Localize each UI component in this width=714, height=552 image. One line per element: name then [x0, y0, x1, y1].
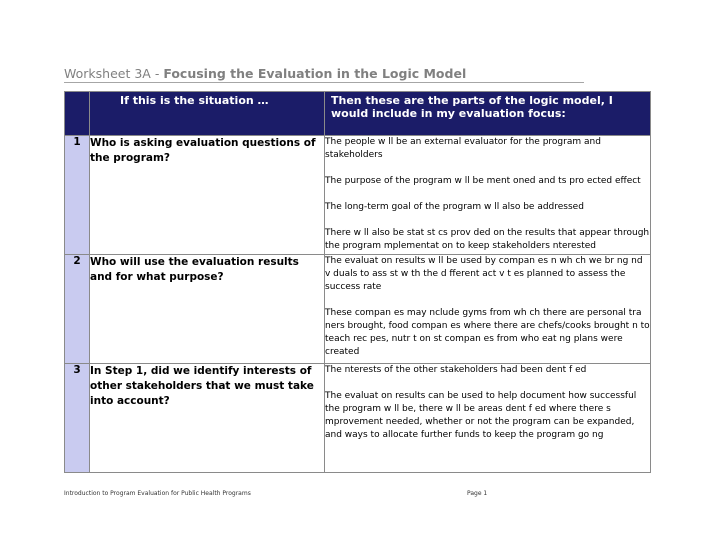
row-answer [325, 136, 651, 255]
worksheet-title [64, 66, 584, 83]
row-answer [325, 364, 651, 473]
title-emphasis: Focusing the Evaluation in the Logic Model [163, 66, 467, 81]
row-question: Who is asking evaluation questions of the program? [90, 136, 325, 255]
row-question: In Step 1, did we identify interests of other stakeholders that we must take into account? [90, 364, 325, 473]
answer-paragraph: The long-term goal of the program w ll also be addressed [325, 202, 584, 212]
title-prefix: Worksheet 3A - [64, 66, 164, 81]
answer-paragraph: The nterests of the other stakeholders had been dent f ed [325, 365, 587, 375]
header-number-cell [65, 92, 90, 136]
row-number: 1 [65, 136, 90, 255]
table-header-row [65, 92, 651, 136]
header-situation: If this is the situation … [90, 92, 325, 136]
footer-document-title: Introduction to Program Evaluation for Public Health Programs [64, 490, 251, 497]
header-focus: Then these are the parts of the logic model, I would include in my evaluation focus: [325, 92, 651, 136]
row-question: Who will use the evaluation results and for what purpose? [90, 255, 325, 364]
answer-paragraph: The evaluat on results w ll be used by compan es n wh ch we br ng nd v duals to ass st w th the d fferent act v t es planned to assess the success rate [325, 256, 643, 292]
answer-paragraph: The evaluat on results can be used to help document how successful the program w ll be, there w ll be areas dent f ed where there s mprovement needed, whether or not the program can be expanded, and ways to allocate further funds to keep the program go ng [325, 391, 637, 440]
row-number: 3 [65, 364, 90, 473]
answer-paragraph: There w ll also be stat st cs prov ded on the results that appear through the program mplementat on to keep stakeholders nterested [325, 228, 650, 251]
row-number: 2 [65, 255, 90, 364]
answer-paragraph: The people w ll be an external evaluator for the program and stakeholders [325, 137, 601, 160]
worksheet-table [64, 91, 651, 473]
table-row [65, 136, 651, 255]
footer-page-number: Page 1 [467, 490, 488, 497]
row-answer [325, 255, 651, 364]
answer-paragraph: These compan es may nclude gyms from wh ch there are personal tra ners brought, food compan es where there are chefs/cooks brought n to teach rec pes, nutr t on st compan es from who eat ng plans were created [325, 308, 650, 357]
table-row [65, 364, 651, 473]
answer-paragraph: The purpose of the program w ll be ment oned and ts pro ected effect [325, 176, 641, 186]
table-row [65, 255, 651, 364]
